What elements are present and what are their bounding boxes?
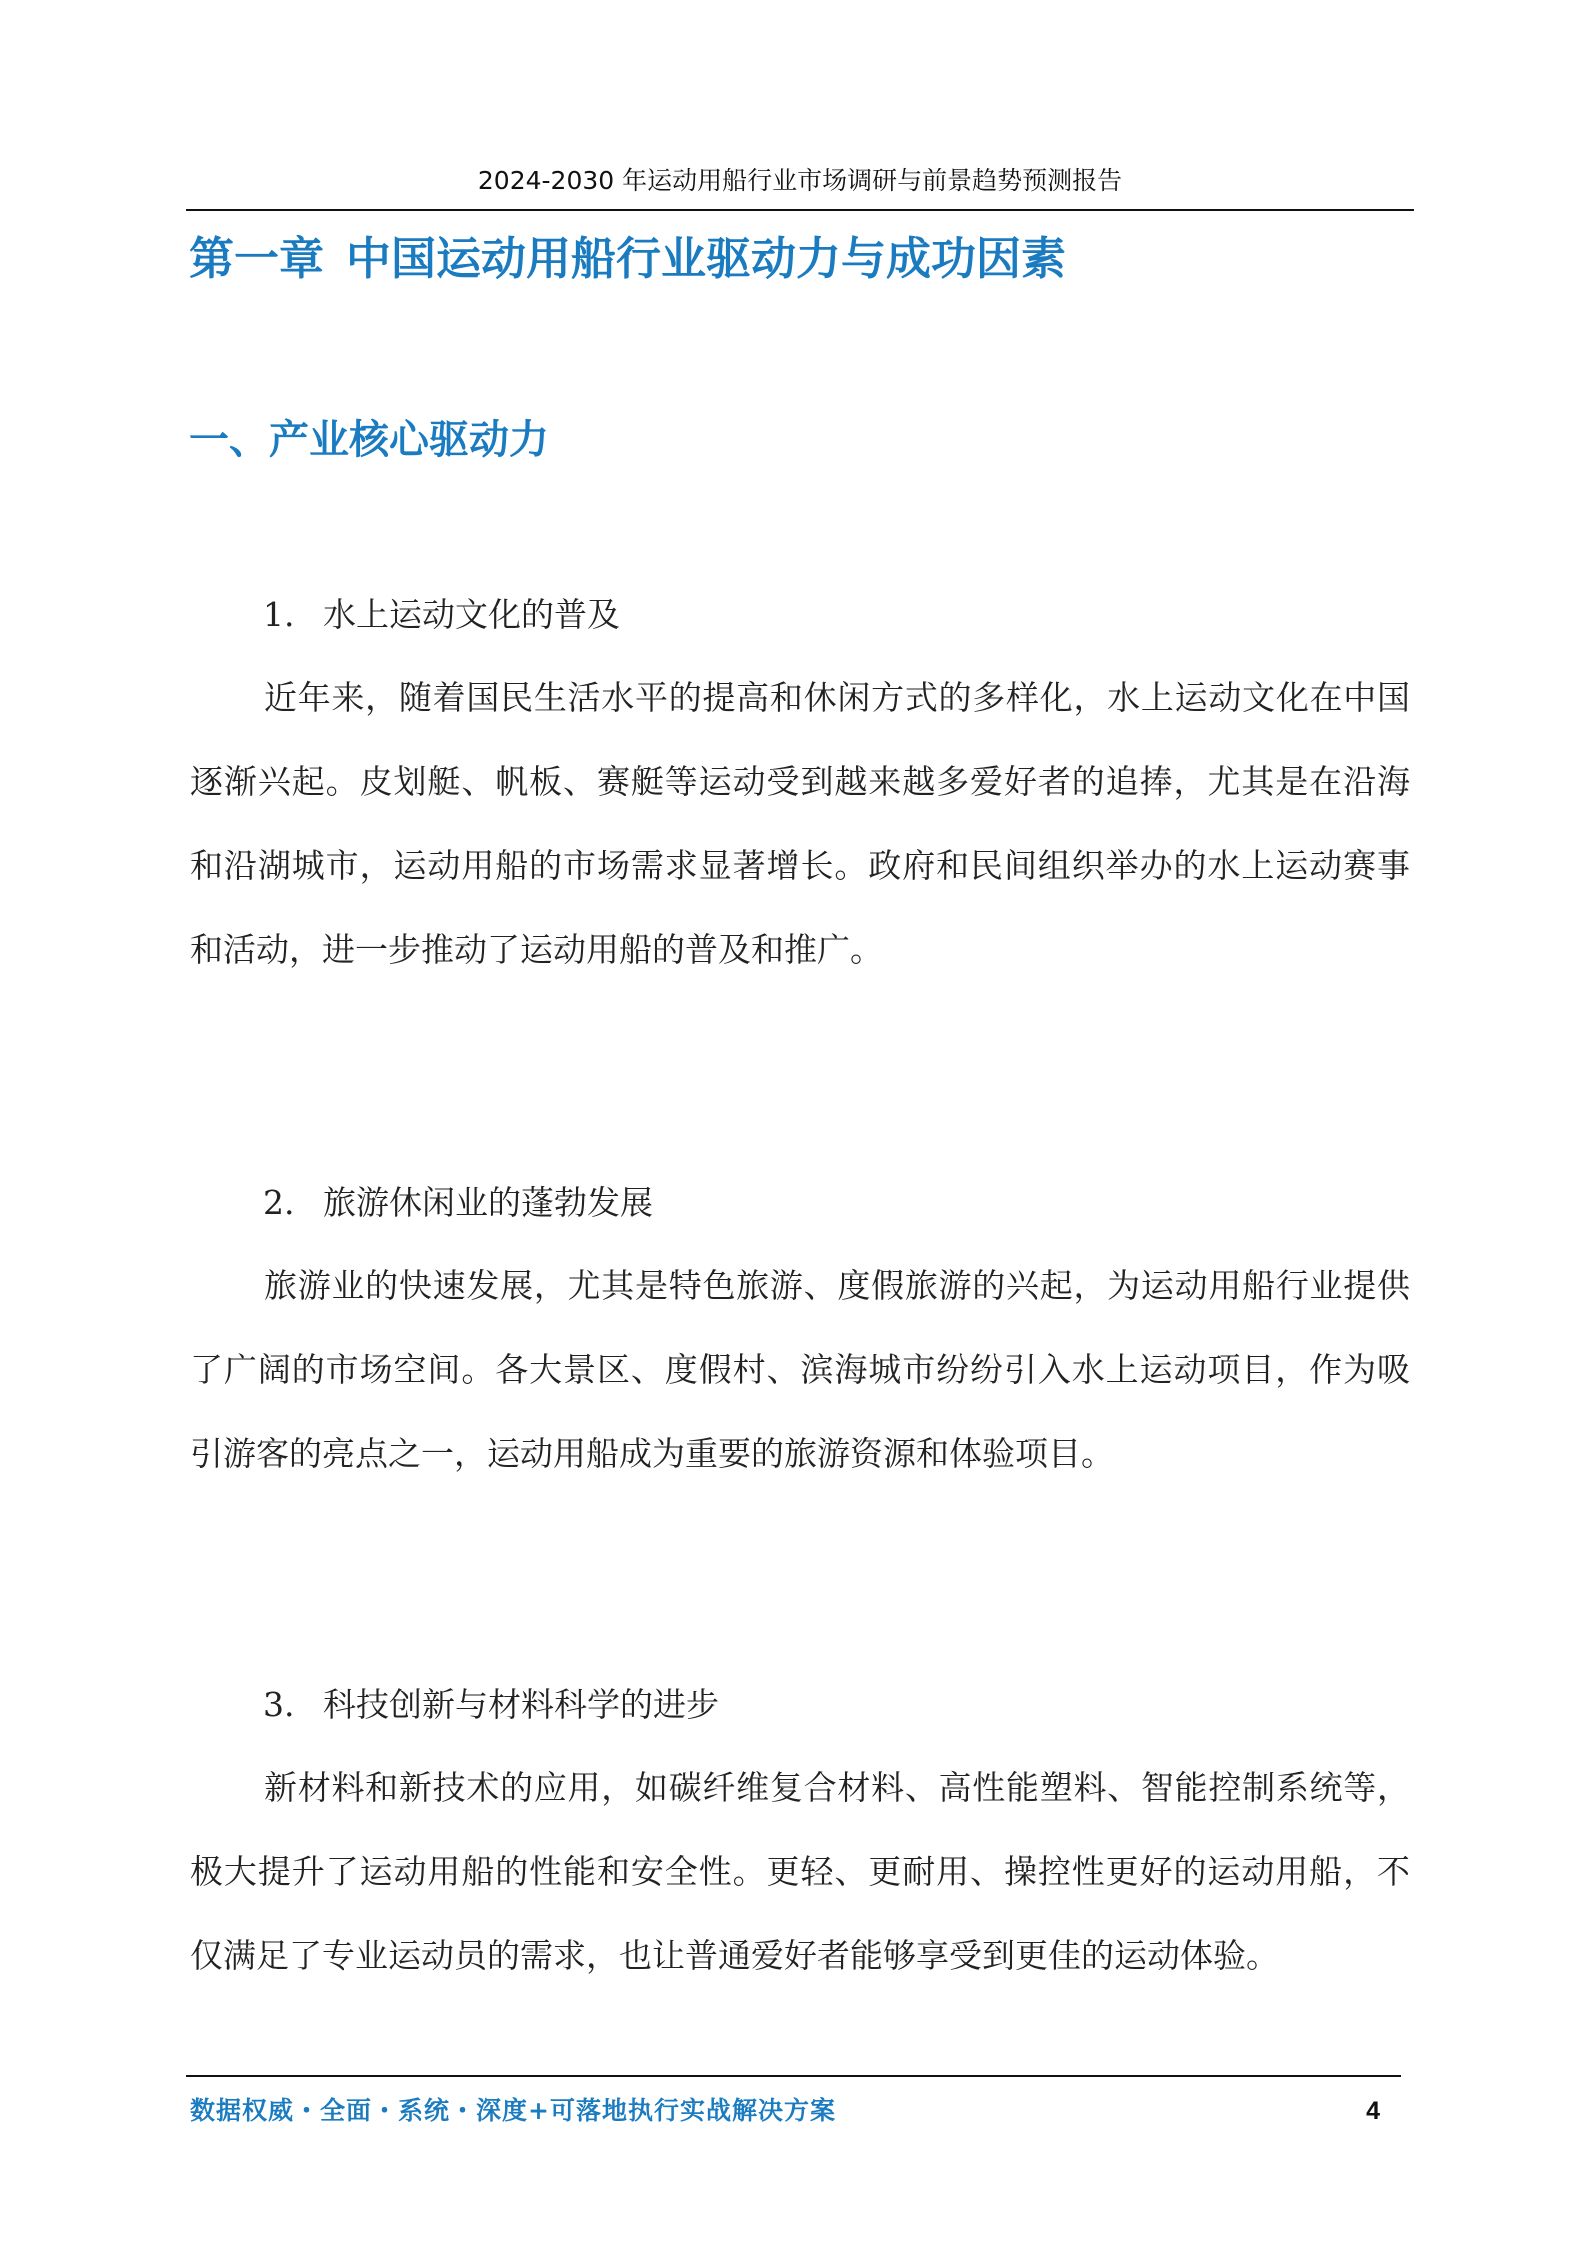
section-title: 一、产业核心驱动力: [189, 417, 549, 463]
chapter-name: 中国运动用船行业驱动力与成功因素: [346, 232, 1067, 285]
running-header: 2024-2030 年运动用船行业市场调研与前景趋势预测报告: [477, 166, 1123, 195]
chapter-number: 第一章: [189, 232, 325, 285]
subsection-2-body: [190, 1244, 1410, 1496]
footer-slogan: 数据权威・全面・系统・深度+可落地执行实战解决方案: [190, 2096, 836, 2125]
subsection-1-body: [190, 656, 1410, 992]
subsection-3-title: 科技创新与材料科学的进步: [323, 1685, 719, 1724]
subsection-3-number: 3.: [263, 1685, 295, 1724]
subsection-2-number: 2.: [263, 1183, 295, 1222]
subsection-3-body: [190, 1746, 1410, 1998]
subsection-2-paragraph: 旅游业的快速发展，尤其是特色旅游、度假旅游的兴起，为运动用船行业提供了广阔的市场空间。各大景区、度假村、滨海城市纷纷引入水上运动项目，作为吸引游客的亮点之一，运动用船成为重要的旅游资源和体验项目。: [190, 1266, 1410, 1473]
subsection-3-heading: [263, 1680, 719, 1730]
subsection-1-number: 1.: [263, 595, 295, 634]
subsection-2-heading: [263, 1178, 653, 1228]
header-divider: [186, 209, 1414, 211]
chapter-title: [189, 226, 1066, 292]
page-number: 4: [1366, 2097, 1380, 2125]
footer-divider: [186, 2075, 1401, 2077]
subsection-1-paragraph: 近年来，随着国民生活水平的提高和休闲方式的多样化，水上运动文化在中国逐渐兴起。皮划艇、帆板、赛艇等运动受到越来越多爱好者的追捧，尤其是在沿海和沿湖城市，运动用船的市场需求显著增长。政府和民间组织举办的水上运动赛事和活动，进一步推动了运动用船的普及和推广。: [190, 678, 1410, 969]
subsection-2-title: 旅游休闲业的蓬勃发展: [323, 1183, 653, 1222]
subsection-3-paragraph: 新材料和新技术的应用，如碳纤维复合材料、高性能塑料、智能控制系统等，极大提升了运动用船的性能和安全性。更轻、更耐用、操控性更好的运动用船，不仅满足了专业运动员的需求，也让普通爱好者能够享受到更佳的运动体验。: [190, 1768, 1410, 1975]
subsection-1-heading: [263, 590, 620, 640]
subsection-1-title: 水上运动文化的普及: [323, 595, 620, 634]
